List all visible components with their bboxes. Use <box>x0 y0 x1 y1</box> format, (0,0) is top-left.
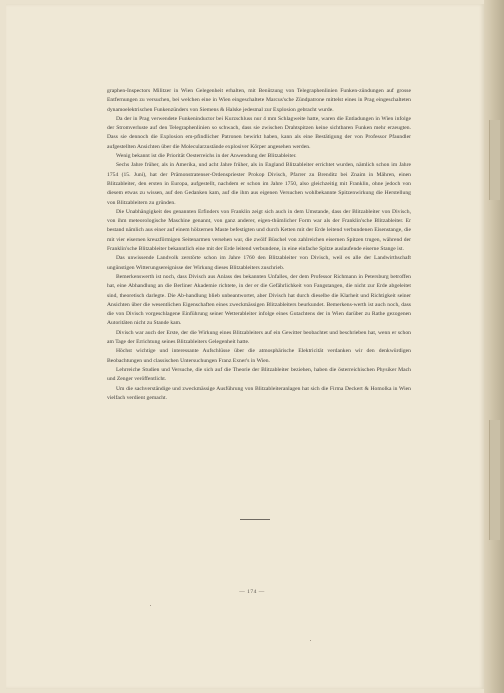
edge-shadow <box>489 420 500 540</box>
body-text <box>107 87 411 403</box>
paragraph: Wenig bekannt ist die Priorität Oesterreichs in der Anwendung der Blitzableiter. <box>116 153 297 160</box>
paragraph: graphen-Inspectors Militzer in Wien Gelegenheit erhalten, mit Benützung von Telegraphenlinien Funken-zündungen auf grosse Entfernungen zu versuchen, bei welchen eine in Wien eingeschaltete Marcus'sche Zündpatrone mittelst eines in Prag eingeschalteten dynamoelektrischen Funkenzünders von Siemens & Halske jedesmal zur Explosion gebracht wurde. <box>107 88 411 113</box>
paragraph: Sechs Jahre früher, als in Amerika, und acht Jahre früher, als in England Blitzableiter errichtet wurden, nämlich schon im Jahre 1754 (15. Juni), hat der Prämonstratenser-Ordenspriester Prokop Divisch, Pfarrer zu Brenditz bei Znaim in Mähren, einen Blitzableiter, den ersten in Europa, aufgestellt, nachdem er schon im Jahre 1750, also gleichzeitig mit Franklin, ohne jedoch von diesem etwas zu wissen, auf den Gedanken kam, auf die ihm aus eigenen Versuchen wohlbekannte Spitzenwirkung die Herstellung von Blitzableitern zu gründen. <box>107 162 411 206</box>
paragraph: Die Unabhängigkeit des genannten Erfinders von Franklin zeigt sich auch in dem Umstande, dass der Blitzableiter von Divisch, von ihm meteorologische Maschine genannt, von ganz anderer, eigen-thümlicher Form war als der Franklin'sche Blitzableiter. Er bestand nämlich aus einer auf einem hölzernen Maste befestigten und durch Ketten mit der Erde leitend verbundenen Eisenstange, die mit vier eisernen kreuzförmigen Seitenarmen versehen war, die zwölf Büschel von zahlreichen eisernen Spitzen trugen, während der Franklin'sche Blitzableiter bekanntlich eine mit der Erde leitend verbundene, in eine einfache Spitze auslaufende eiserne Stange ist. <box>107 208 411 253</box>
section-divider <box>240 519 270 520</box>
edge-shadow <box>489 120 500 200</box>
paragraph: Höchst wichtige und interessante Aufschlüsse über die atmosphärische Elektricität verdanken wir den denkwürdigen Beobachtungen und classischen Untersuchungen Franz Exner's in Wien. <box>107 348 411 364</box>
paper-speck <box>150 605 151 606</box>
paper-speck <box>310 640 311 641</box>
page-number: — 174 — <box>239 589 265 595</box>
paragraph: Um die sachverständige und zweckmässige Ausführung von Blitzableiteranlagen hat sich die Firma Deckert & Homolka in Wien vielfach verdient gemacht. <box>107 385 411 401</box>
paragraph: Da der in Prag verwendete Funkeninductor bei Kurzschluss nur 4 mm Schlagweite hatte, waren die Entladungen in Wien infolge der Stromverluste auf den Telegraphenlinien so schwach, dass sie zwischen Drahtspitzen keine sichtbaren Funken mehr erzeugten. Dass sie dennoch die Explosion em-pfindlicher Patronen bewirkt haben, kann als eine Bestätigung der von Professor Pfaundler aufgestellten Ansichten über die Molecularzustände explosiver Körper angesehen werden. <box>107 115 411 150</box>
paragraph: Das unwissende Landvolk zerstörte schon im Jahre 1760 den Blitzableiter von Divisch, weil es alle der Landwirthschaft ungünstigen Witterungsereignisse der Wirkung dieses Blitzableiters zuschrieb. <box>107 255 411 271</box>
paragraph: Lehrreiche Studien und Versuche, die sich auf die Theorie der Blitzableiter beziehen, haben die österreichischen Physiker Mach und Zenger veröffentlicht. <box>107 366 411 383</box>
paragraph: Divisch war auch der Erste, der die Wirkung eines Blitzableiters auf ein Gewitter beobachtet und beschrieben hat, wenn er schon am Tage der Errichtung seines Blitzableiters Gelegenheit hatte. <box>107 329 411 346</box>
paragraph: Bemerkenswerth ist noch, dass Divisch aus Anlass des bekannten Unfalles, der dem Professor Richmann in Petersburg betroffen hat, eine Abhandlung an die Berliner Akademie richtete, in der er die Gefährlichkeit von Fangstangen, die nicht zur Erde abgeleitet sind, theoretisch darlegte. Die Ab-handlung blieb unbeantwortet, aber Divisch hat durch dieselbe die Klarheit und Richtigkeit seiner Ansichten über die wesentlichen Eigenschaften eines zweckmässigen Blitzableiters beurkundet. Bemerkens-werth ist auch noch, dass die von Divisch vorgeschlagene Einführung seiner Wetterableiter infolge eines Gutachtens der in Wien darüber zu Rathe gezogenen Autoritäten nicht zu Stande kam. <box>107 273 411 327</box>
